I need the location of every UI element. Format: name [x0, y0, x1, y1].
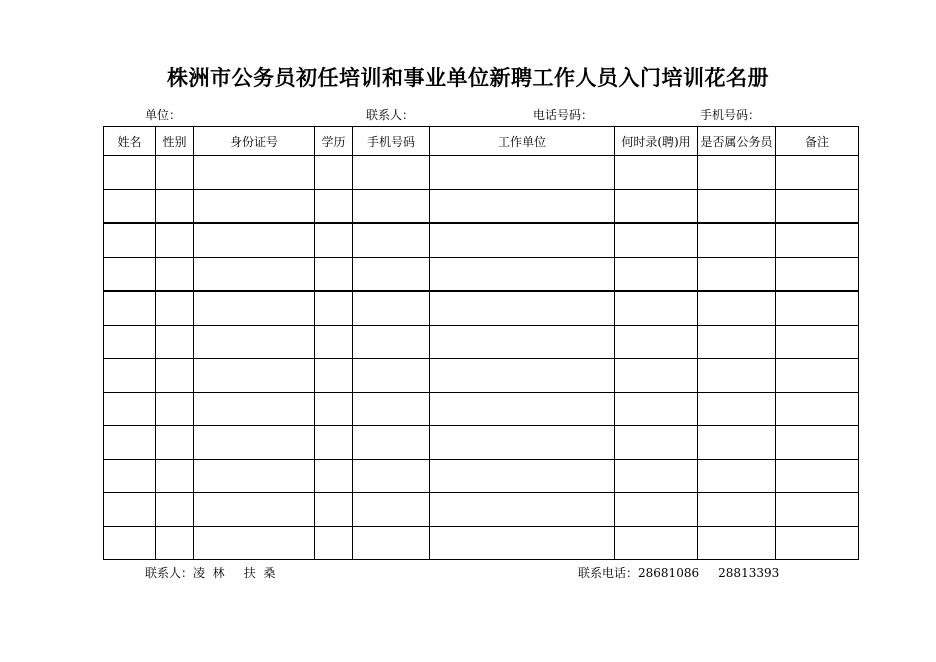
table-cell[interactable]: [430, 291, 615, 325]
table-cell[interactable]: [353, 493, 430, 527]
table-cell[interactable]: [430, 459, 615, 493]
table-cell[interactable]: [698, 325, 776, 359]
table-cell[interactable]: [315, 156, 353, 190]
table-cell[interactable]: [156, 426, 194, 460]
table-cell[interactable]: [776, 459, 859, 493]
col-header-civil-servant: 是否属公务员: [698, 127, 776, 156]
table-cell[interactable]: [430, 156, 615, 190]
table-row: [104, 189, 859, 223]
table-cell[interactable]: [430, 526, 615, 560]
col-header-work-unit: 工作单位: [430, 127, 615, 156]
table-cell[interactable]: [353, 426, 430, 460]
table-cell[interactable]: [430, 257, 615, 291]
table-cell[interactable]: [104, 392, 156, 426]
table-cell[interactable]: [615, 493, 698, 527]
table-cell[interactable]: [353, 223, 430, 257]
col-header-gender: 性别: [156, 127, 194, 156]
table-cell[interactable]: [698, 493, 776, 527]
table-cell[interactable]: [104, 526, 156, 560]
table-row: [104, 325, 859, 359]
table-cell[interactable]: [156, 493, 194, 527]
table-cell[interactable]: [698, 257, 776, 291]
table-cell[interactable]: [353, 189, 430, 223]
table-cell[interactable]: [315, 291, 353, 325]
table-cell[interactable]: [156, 325, 194, 359]
table-cell[interactable]: [353, 459, 430, 493]
table-cell[interactable]: [776, 426, 859, 460]
table-cell[interactable]: [104, 359, 156, 393]
table-cell[interactable]: [430, 392, 615, 426]
table-cell[interactable]: [353, 291, 430, 325]
table-cell[interactable]: [430, 493, 615, 527]
table-cell[interactable]: [776, 257, 859, 291]
table-cell[interactable]: [698, 223, 776, 257]
table-cell[interactable]: [194, 257, 315, 291]
table-cell[interactable]: [194, 291, 315, 325]
page-title: 株洲市公务员初任培训和事业单位新聘工作人员入门培训花名册: [167, 66, 769, 90]
table-cell[interactable]: [104, 459, 156, 493]
table-cell[interactable]: [615, 526, 698, 560]
table-header-row: [104, 127, 859, 156]
table-cell[interactable]: [615, 459, 698, 493]
unit-label: 单位：: [145, 108, 182, 122]
phone-label: 电话号码：: [533, 108, 594, 122]
table-cell[interactable]: [156, 392, 194, 426]
table-cell[interactable]: [430, 223, 615, 257]
table-cell[interactable]: [315, 392, 353, 426]
table-cell[interactable]: [194, 392, 315, 426]
table-cell[interactable]: [353, 325, 430, 359]
table-cell[interactable]: [615, 189, 698, 223]
table-cell[interactable]: [194, 325, 315, 359]
table-cell[interactable]: [615, 325, 698, 359]
table-cell[interactable]: [156, 189, 194, 223]
table-cell[interactable]: [615, 359, 698, 393]
table-cell[interactable]: [315, 526, 353, 560]
table-cell[interactable]: [698, 459, 776, 493]
table-cell[interactable]: [194, 459, 315, 493]
table-cell[interactable]: [776, 189, 859, 223]
col-header-mobile: 手机号码: [353, 127, 430, 156]
footer-phone-label: 联系电话：: [578, 566, 639, 580]
col-header-hire-date: 何时录(聘)用: [615, 127, 698, 156]
table-cell[interactable]: [430, 426, 615, 460]
table-cell[interactable]: [104, 257, 156, 291]
table-cell[interactable]: [104, 223, 156, 257]
table-row: [104, 359, 859, 393]
table-cell[interactable]: [156, 459, 194, 493]
table-cell[interactable]: [315, 223, 353, 257]
table-cell[interactable]: [156, 359, 194, 393]
table-cell[interactable]: [194, 223, 315, 257]
table-cell[interactable]: [156, 526, 194, 560]
table-cell[interactable]: [430, 189, 615, 223]
roster-table: [103, 126, 859, 560]
table-cell[interactable]: [698, 291, 776, 325]
col-header-education: 学历: [315, 127, 353, 156]
table-cell[interactable]: [776, 223, 859, 257]
table-cell[interactable]: [353, 392, 430, 426]
table-cell[interactable]: [698, 359, 776, 393]
table-cell[interactable]: [104, 291, 156, 325]
table-cell[interactable]: [615, 257, 698, 291]
footer-contact-label: 联系人：: [145, 566, 194, 580]
table-cell[interactable]: [776, 493, 859, 527]
table-cell[interactable]: [104, 426, 156, 460]
table-cell[interactable]: [615, 426, 698, 460]
table-cell[interactable]: [615, 392, 698, 426]
contact-label: 联系人：: [366, 108, 415, 122]
table-cell[interactable]: [156, 291, 194, 325]
table-row: [104, 223, 859, 257]
table-cell[interactable]: [194, 493, 315, 527]
table-cell[interactable]: [315, 493, 353, 527]
table-cell[interactable]: [315, 325, 353, 359]
table-cell[interactable]: [615, 223, 698, 257]
table-cell[interactable]: [194, 359, 315, 393]
table-cell[interactable]: [430, 325, 615, 359]
table-cell[interactable]: [156, 156, 194, 190]
table-cell[interactable]: [104, 156, 156, 190]
table-row: [104, 459, 859, 493]
table-cell[interactable]: [194, 426, 315, 460]
table-cell[interactable]: [353, 526, 430, 560]
table-cell[interactable]: [698, 426, 776, 460]
table-cell[interactable]: [776, 359, 859, 393]
table-cell[interactable]: [315, 257, 353, 291]
table-cell[interactable]: [698, 189, 776, 223]
footer-phone: [578, 564, 779, 581]
table-cell[interactable]: [776, 392, 859, 426]
table-cell[interactable]: [353, 156, 430, 190]
table-cell[interactable]: [615, 291, 698, 325]
table-cell[interactable]: [698, 392, 776, 426]
table-cell[interactable]: [194, 189, 315, 223]
table-row: [104, 392, 859, 426]
table-cell[interactable]: [776, 526, 859, 560]
table-row: [104, 156, 859, 190]
footer-phone-numbers: 28681086 28813393: [638, 566, 780, 580]
table-cell[interactable]: [315, 426, 353, 460]
table-cell[interactable]: [315, 189, 353, 223]
col-header-name: 姓名: [104, 127, 156, 156]
table-cell[interactable]: [104, 189, 156, 223]
table-cell[interactable]: [776, 325, 859, 359]
table-cell[interactable]: [353, 359, 430, 393]
footer-contact: [145, 564, 275, 581]
table-cell[interactable]: [776, 156, 859, 190]
table-row: [104, 526, 859, 560]
mobile-label: 手机号码：: [700, 108, 761, 122]
table-cell[interactable]: [156, 257, 194, 291]
table-cell[interactable]: [776, 291, 859, 325]
table-cell[interactable]: [315, 359, 353, 393]
table-row: [104, 257, 859, 291]
table-cell[interactable]: [194, 156, 315, 190]
table-cell[interactable]: [104, 493, 156, 527]
table-row: [104, 426, 859, 460]
table-cell[interactable]: [156, 223, 194, 257]
table-cell[interactable]: [194, 526, 315, 560]
table-cell[interactable]: [104, 325, 156, 359]
table-cell[interactable]: [698, 526, 776, 560]
col-header-id-number: 身份证号: [194, 127, 315, 156]
table-cell[interactable]: [353, 257, 430, 291]
table-cell[interactable]: [615, 156, 698, 190]
footer-contact-names: 凌 林 扶 桑: [193, 566, 276, 580]
table-cell[interactable]: [315, 459, 353, 493]
table-cell[interactable]: [698, 156, 776, 190]
table-row: [104, 291, 859, 325]
col-header-remarks: 备注: [776, 127, 859, 156]
table-row: [104, 493, 859, 527]
table-cell[interactable]: [430, 359, 615, 393]
